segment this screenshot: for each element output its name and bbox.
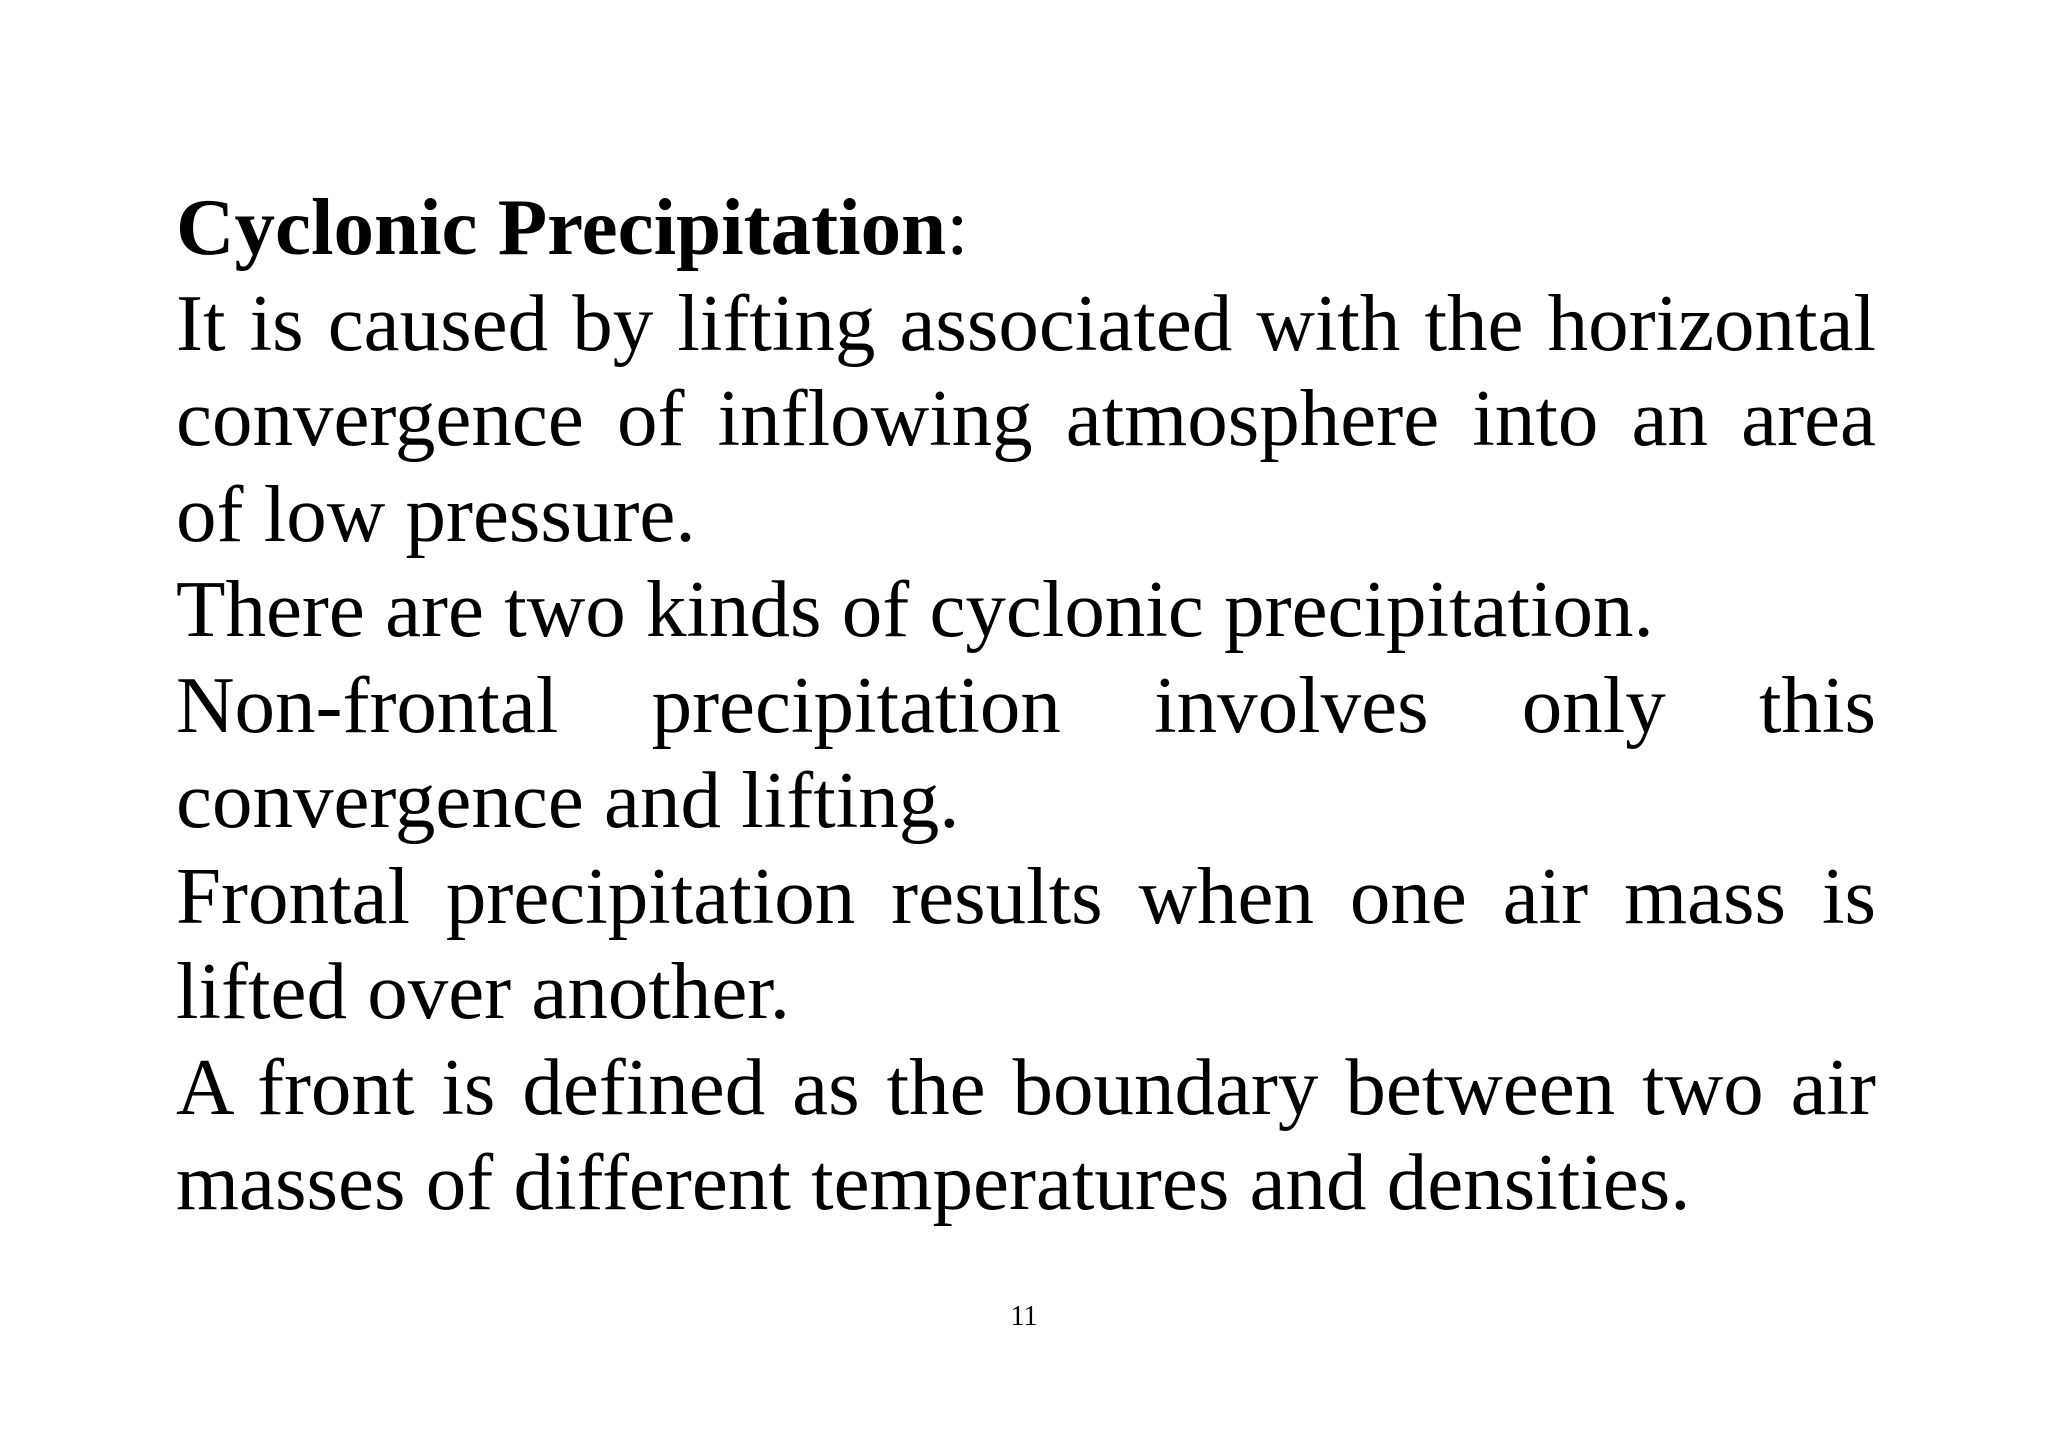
paragraph-front-definition: A front is defined as the boundary between two air masses of different temperatures and densities.	[176, 1041, 1876, 1227]
section-title: Cyclonic Precipitation	[176, 182, 947, 272]
paragraph-frontal: Frontal precipitation results when one air mass is lifted over another.	[176, 850, 1876, 1036]
page-body	[176, 180, 1876, 1231]
page-number: 11	[1010, 1301, 1038, 1332]
paragraph-kinds: There are two kinds of cyclonic precipitation.	[176, 564, 1654, 654]
section-title-colon: :	[946, 182, 969, 272]
paragraph-non-frontal: Non-frontal precipitation involves only this convergence and lifting.	[176, 659, 1876, 845]
section-heading	[176, 180, 1876, 276]
paragraph-definition: It is caused by lifting associated with the horizontal convergence of inflowing atmosphere into an area of low pressure.	[176, 277, 1876, 559]
